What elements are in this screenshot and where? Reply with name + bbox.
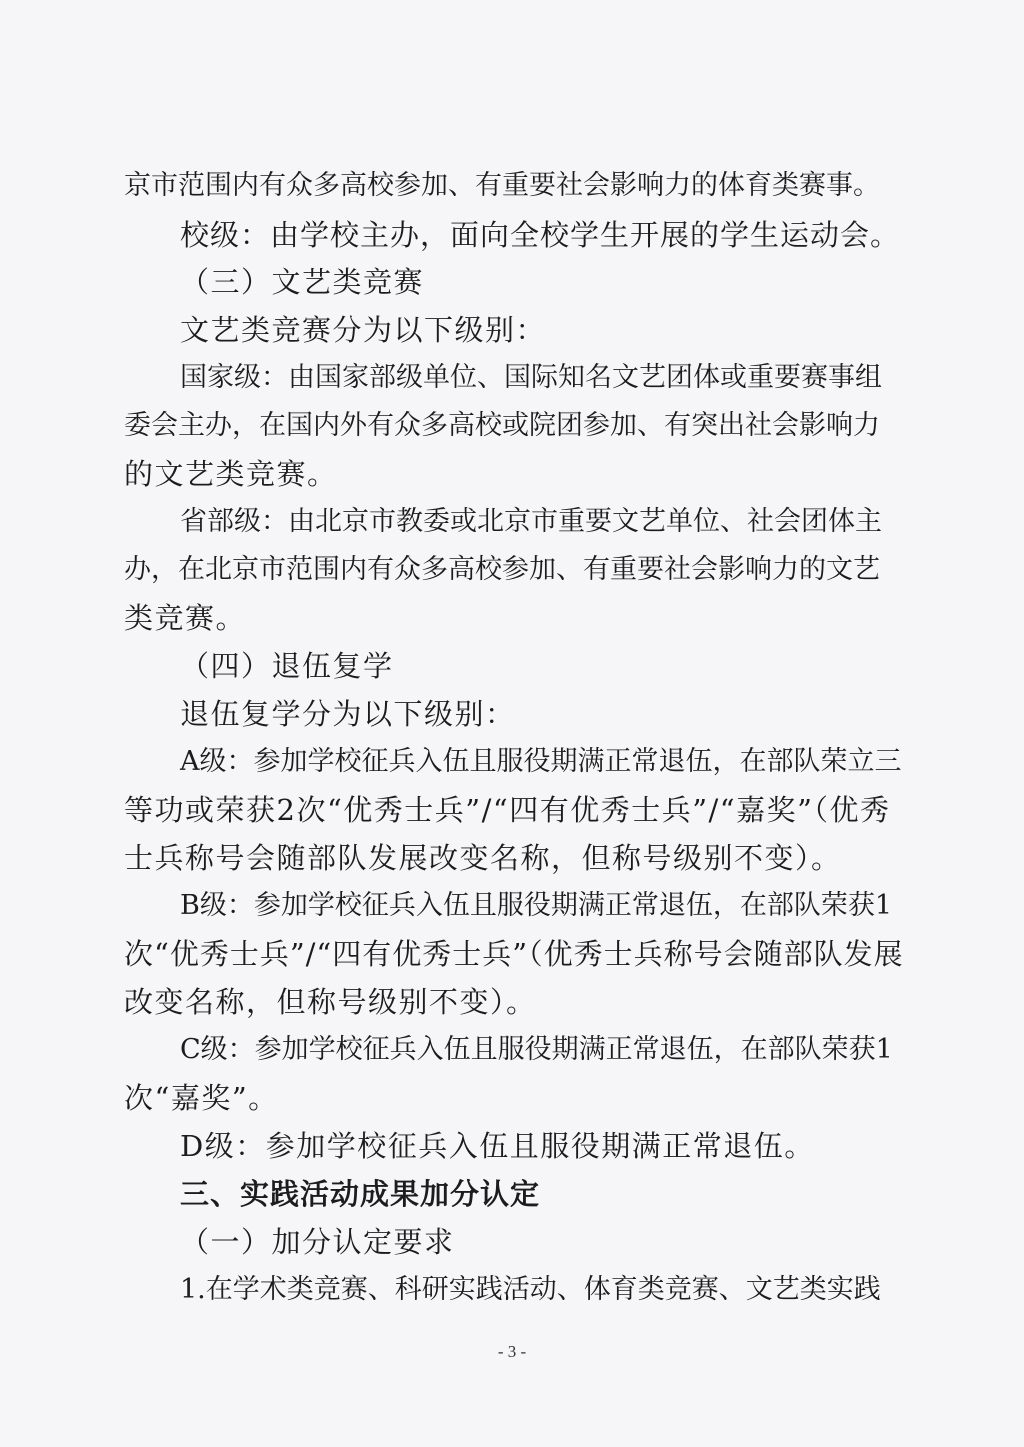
page-number: - 3 - [497,1342,527,1361]
paragraph-line: 国家级：由国家部级单位、国际知名文艺团体或重要赛事组 [180,362,882,393]
paragraph-line: 校级：由学校主办，面向全校学生开展的学生运动会。 [180,218,901,252]
section-heading: （四）退伍复学 [180,649,394,683]
paragraph-line: 次“嘉奖”。 [124,1081,279,1115]
paragraph-line: 士兵称号会随部队发展改变名称，但称号级别不变）。 [124,841,842,875]
paragraph-line: 改变名称，但称号级别不变）。 [124,985,537,1019]
paragraph-line: 委会主办，在国内外有众多高校或院团参加、有突出社会影响力 [124,410,880,441]
chapter-heading: 三、实践活动成果加分认定 [180,1177,541,1211]
section-heading: （三）文艺类竞赛 [180,265,425,299]
paragraph-line: 省部级：由北京市教委或北京市重要文艺单位、社会团体主 [180,506,882,537]
paragraph-line: 类竞赛。 [124,601,247,635]
paragraph-line: D级：参加学校征兵入伍且服役期满正常退伍。 [180,1129,815,1163]
paragraph-line: 办，在北京市范围内有众多高校参加、有重要社会影响力的文艺 [124,554,880,585]
paragraph-line: 1.在学术类竞赛、科研实践活动、体育类竞赛、文艺类实践 [180,1274,881,1305]
paragraph-line: 京市范围内有众多高校参加、有重要社会影响力的体育类赛事。 [124,170,880,201]
paragraph-line: A级：参加学校征兵入伍且服役期满正常退伍，在部队荣立三 [180,746,902,777]
section-heading: （一）加分认定要求 [180,1225,455,1259]
paragraph-line: 文艺类竞赛分为以下级别： [180,313,547,347]
paragraph-line: B级：参加学校征兵入伍且服役期满正常退伍，在部队荣获1 [180,890,893,921]
paragraph-line: 的文艺类竞赛。 [124,457,338,491]
paragraph-line: 等功或荣获2次“优秀士兵”/“四有优秀士兵”/“嘉奖”（优秀 [124,793,891,827]
paragraph-line: 退伍复学分为以下级别： [180,697,516,731]
paragraph-line: 次“优秀士兵”/“四有优秀士兵”（优秀士兵称号会随部队发展 [124,937,904,971]
paragraph-line: C级：参加学校征兵入伍且服役期满正常退伍，在部队荣获1 [180,1034,893,1065]
